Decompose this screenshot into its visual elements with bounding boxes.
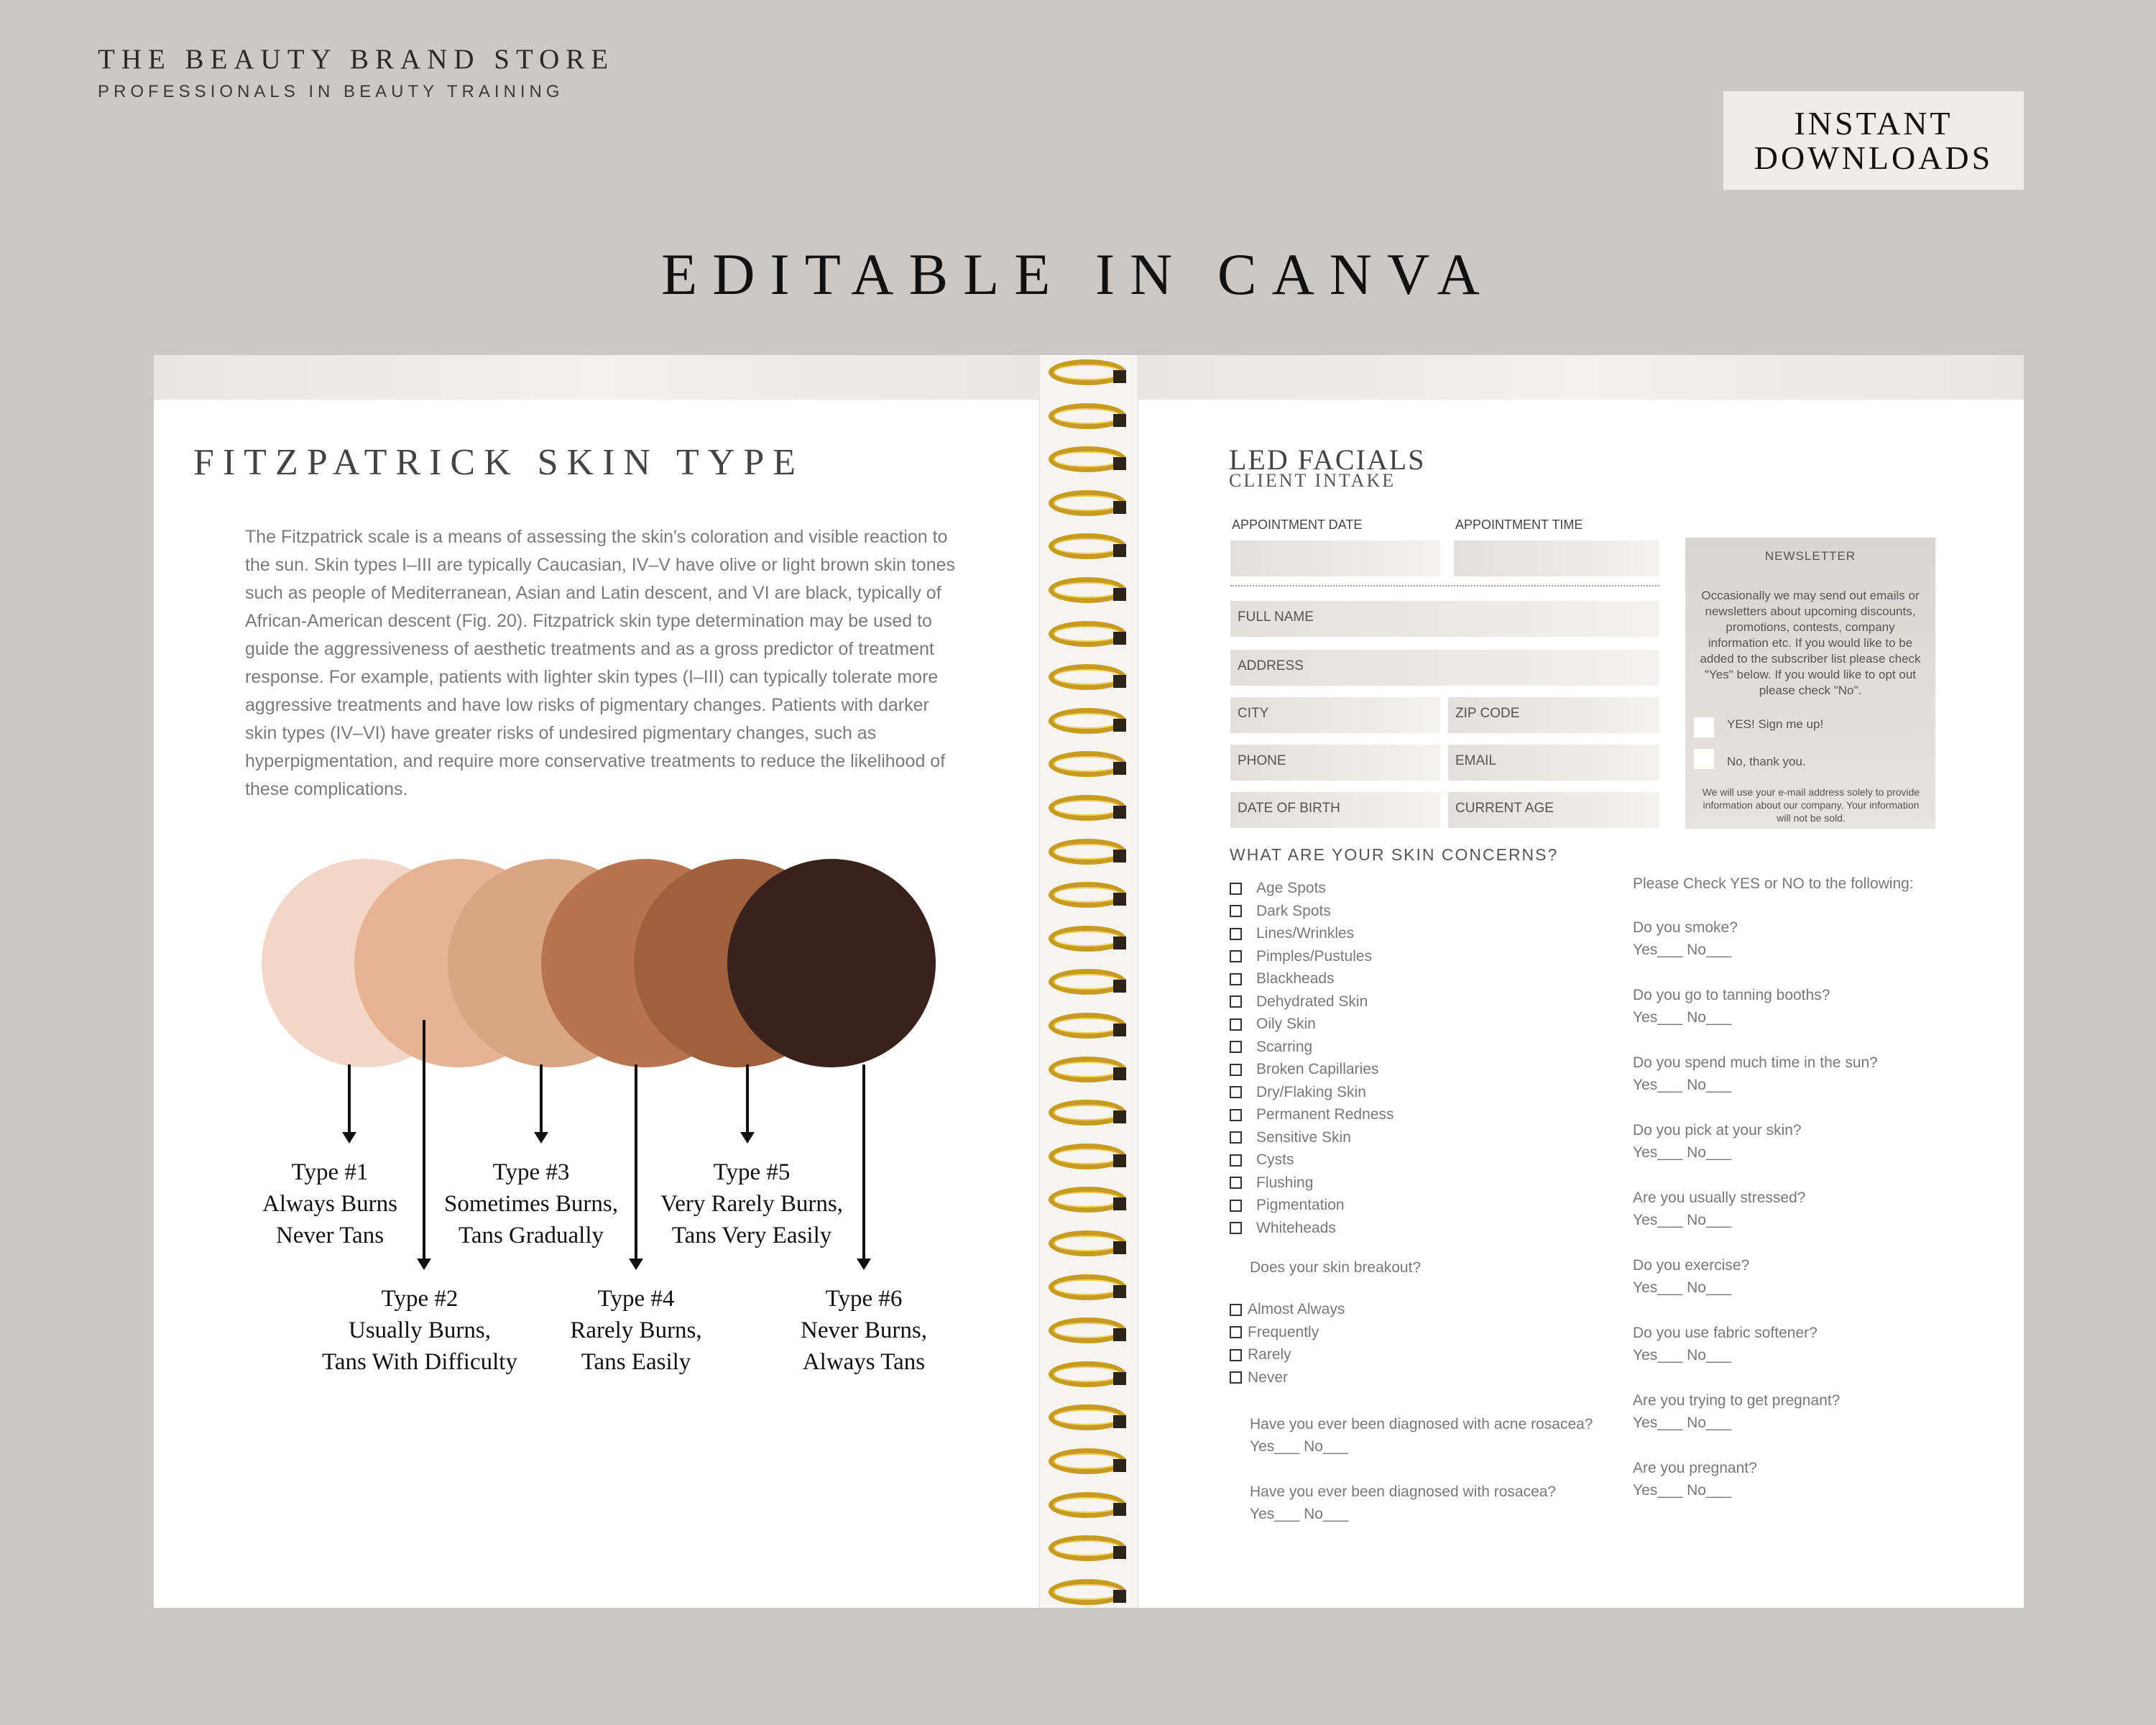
type-1-name: Type #1 [291, 1159, 369, 1185]
newsletter-title: NEWSLETTER [1764, 549, 1856, 563]
spiral-ring [1049, 1317, 1126, 1343]
yes-no-answer[interactable]: Yes___ No___ [1633, 1279, 1732, 1296]
spiral-ring [1049, 1448, 1126, 1474]
checkbox[interactable] [1230, 928, 1242, 940]
newsletter-no-label: No, thank you. [1727, 755, 1806, 768]
diagnosis-question-2 [1250, 1481, 1556, 1525]
spiral-ring [1049, 403, 1126, 429]
type-label-5 [637, 1156, 867, 1251]
type-3-line-1: Sometimes Burns, [443, 1191, 618, 1217]
type-6-line-2: Always Tans [802, 1349, 926, 1375]
headline: EDITABLE IN CANVA [661, 242, 1495, 307]
yes-no-answer[interactable]: Yes___ No___ [1633, 1009, 1732, 1026]
checkbox[interactable] [1230, 905, 1242, 917]
skin-concern-label: Whiteheads [1256, 1219, 1336, 1236]
checkbox[interactable] [1230, 1222, 1242, 1234]
breakout-option-label: Never [1248, 1368, 1289, 1386]
checkbox[interactable] [1230, 1018, 1242, 1031]
spiral-ring [1049, 1057, 1126, 1082]
skin-concern-item[interactable] [1230, 970, 1335, 988]
skin-concern-label: Pigmentation [1256, 1197, 1345, 1213]
type-label-6 [749, 1283, 979, 1378]
fitzpatrick-title: FITZPATRICK SKIN TYPE [193, 442, 805, 483]
checkbox[interactable] [1230, 973, 1242, 985]
diagnosis-question-1-text: Have you ever been diagnosed with acne rosacea? [1250, 1416, 1593, 1432]
type-1-line-2: Never Tans [275, 1223, 384, 1248]
type-1-line-1: Always Burns [262, 1191, 397, 1217]
left-page [154, 355, 1039, 1608]
divider-rule [1230, 585, 1659, 586]
badge-line-2: DOWNLOADS [1754, 139, 1994, 176]
spiral-ring [1049, 533, 1126, 559]
type-2-line-1: Usually Burns, [349, 1317, 491, 1343]
type-2-name: Type #2 [381, 1286, 459, 1312]
skin-concern-label: Lines/Wrinkles [1256, 925, 1355, 942]
breakout-option[interactable] [1230, 1301, 1345, 1318]
skin-concern-label: Dehydrated Skin [1256, 993, 1368, 1010]
spiral-ring [1049, 882, 1126, 908]
breakout-option[interactable] [1230, 1369, 1288, 1386]
yes-no-question-text: Do you use fabric softener? [1633, 1325, 1818, 1341]
form-subtitle: CLIENT INTAKE [1229, 470, 1396, 491]
yes-no-answer[interactable]: Yes___ No___ [1633, 942, 1732, 958]
spiral-ring [1049, 1144, 1126, 1169]
spiral-ring [1049, 1274, 1126, 1300]
skin-concern-item[interactable] [1230, 1174, 1313, 1192]
checkbox[interactable] [1230, 1371, 1242, 1384]
spiral-ring [1049, 751, 1126, 777]
spiral-ring [1049, 1230, 1126, 1256]
type-6-line-1: Never Burns, [801, 1317, 927, 1343]
appointment-time-label: APPOINTMENT TIME [1455, 518, 1583, 532]
checkbox[interactable] [1230, 1326, 1242, 1338]
type-4-line-2: Tans Easily [581, 1349, 691, 1375]
email-field[interactable]: EMAIL [1448, 745, 1659, 781]
skin-concern-item[interactable] [1230, 1151, 1294, 1169]
yes-no-question-text: Do you smoke? [1633, 919, 1738, 936]
skin-swatch-type-6 [727, 859, 936, 1067]
breakout-option[interactable] [1230, 1324, 1319, 1341]
type-5-line-2: Tans Very Easily [671, 1223, 832, 1248]
type-label-3 [416, 1156, 646, 1251]
skin-concern-item[interactable] [1230, 1061, 1378, 1078]
breakout-option-label: Frequently [1248, 1323, 1319, 1340]
brand-tagline: PROFESSIONALS IN BEAUTY TRAINING [98, 82, 564, 101]
page-top-strip [1138, 355, 2024, 400]
spiral-ring [1049, 577, 1126, 603]
appointment-date-field[interactable] [1230, 540, 1440, 576]
breakout-option-label: Rarely [1248, 1346, 1291, 1363]
checkbox[interactable] [1230, 1041, 1242, 1053]
yes-no-question-text: Do you exercise? [1633, 1257, 1750, 1274]
newsletter-yes-checkbox[interactable] [1694, 717, 1714, 737]
type-4-name: Type #4 [597, 1286, 675, 1312]
skin-concerns-heading: WHAT ARE YOUR SKIN CONCERNS? [1230, 845, 1559, 864]
yes-no-question [1633, 916, 1738, 961]
instant-downloads-badge [1723, 91, 2024, 190]
checkbox[interactable] [1230, 1349, 1242, 1361]
skin-concern-item[interactable] [1230, 1039, 1312, 1056]
newsletter-body: Occasionally we may send out emails or newsletters about upcoming discounts, promotions, contests, company information etc. If you would like to be added to the subscriber list please check "Yes" below. If you would like to opt out please check "No". [1700, 589, 1921, 697]
skin-concern-item[interactable] [1230, 1084, 1366, 1101]
form-title: LED FACIALS [1229, 443, 1426, 476]
type-label-2 [305, 1283, 535, 1378]
yes-no-question [1633, 1119, 1802, 1164]
spiral-ring [1049, 839, 1126, 865]
yes-no-question [1633, 1254, 1749, 1299]
newsletter-no-checkbox[interactable] [1694, 749, 1714, 769]
spiral-ring [1049, 446, 1126, 472]
yes-no-question-text: Are you trying to get pregnant? [1633, 1392, 1841, 1409]
spiral-ring [1049, 1361, 1126, 1387]
yes-no-question-text: Do you go to tanning booths? [1633, 987, 1830, 1003]
checkbox[interactable] [1230, 1154, 1242, 1167]
spiral-ring [1049, 1579, 1126, 1605]
skin-concern-item[interactable] [1230, 993, 1368, 1011]
skin-concern-item[interactable] [1230, 903, 1331, 920]
breakout-option[interactable] [1230, 1346, 1291, 1363]
type-label-1 [215, 1156, 445, 1251]
badge-line-1: INSTANT [1794, 104, 1953, 142]
brand-title: THE BEAUTY BRAND STORE [98, 44, 615, 75]
spiral-ring [1049, 1492, 1126, 1518]
spiral-ring [1049, 1013, 1126, 1039]
type-5-line-1: Very Rarely Burns, [660, 1191, 843, 1217]
skin-concern-label: Flushing [1256, 1174, 1314, 1191]
diagnosis-answer-1[interactable]: Yes___ No___ [1250, 1438, 1349, 1455]
checkbox[interactable] [1230, 1109, 1242, 1121]
breakout-question: Does your skin breakout? [1250, 1259, 1422, 1276]
arrow-type-3 [540, 1064, 543, 1141]
newsletter-yes-label: YES! Sign me up! [1727, 717, 1824, 731]
spiral-ring [1049, 621, 1126, 647]
skin-concern-label: Dark Spots [1256, 902, 1331, 919]
skin-concern-label: Blackheads [1256, 970, 1335, 987]
type-3-name: Type #3 [492, 1159, 570, 1185]
checkbox[interactable] [1230, 1200, 1242, 1212]
spiral-ring [1049, 359, 1126, 385]
checkbox[interactable] [1230, 950, 1242, 962]
type-label-4 [521, 1283, 751, 1378]
checkbox[interactable] [1230, 1131, 1242, 1144]
diagnosis-answer-2[interactable]: Yes___ No___ [1250, 1506, 1349, 1522]
city-field[interactable]: CITY [1230, 697, 1440, 733]
diagnosis-question-2-text: Have you ever been diagnosed with rosacea? [1250, 1484, 1557, 1500]
full-name-field[interactable]: FULL NAME [1230, 601, 1659, 637]
yes-no-question [1633, 1389, 1840, 1434]
spiral-ring [1049, 795, 1126, 821]
skin-concern-item[interactable] [1230, 1129, 1351, 1146]
skin-concern-item[interactable] [1230, 925, 1354, 942]
skin-concern-label: Cysts [1256, 1151, 1294, 1168]
type-3-line-2: Tans Gradually [458, 1223, 604, 1248]
skin-concern-item[interactable] [1230, 1220, 1336, 1237]
spiral-ring [1049, 664, 1126, 690]
skin-concern-label: Sensitive Skin [1256, 1128, 1351, 1146]
checkbox[interactable] [1230, 1177, 1242, 1189]
yes-no-question [1633, 984, 1830, 1029]
yes-no-answer[interactable]: Yes___ No___ [1633, 1077, 1732, 1093]
yes-no-answer[interactable]: Yes___ No___ [1633, 1347, 1732, 1363]
yes-no-question-text: Are you usually stressed? [1633, 1190, 1806, 1206]
skin-concern-item[interactable] [1230, 1197, 1345, 1214]
arrow-type-1 [348, 1064, 351, 1141]
checkbox[interactable] [1230, 1304, 1242, 1316]
yes-no-question-text: Do you pick at your skin? [1633, 1122, 1802, 1138]
newsletter-box [1685, 538, 1935, 829]
spiral-ring [1049, 926, 1126, 952]
yes-no-question [1633, 1457, 1757, 1501]
spiral-ring [1049, 1535, 1126, 1561]
right-page [1138, 355, 2024, 1608]
skin-concern-label: Permanent Redness [1256, 1106, 1394, 1123]
address-field[interactable]: ADDRESS [1230, 650, 1659, 686]
spiral-ring [1049, 490, 1126, 516]
zip-code-field[interactable]: ZIP CODE [1448, 697, 1659, 733]
yes-no-question [1633, 1052, 1878, 1096]
spiral-ring [1049, 1100, 1126, 1126]
spiral-ring [1049, 708, 1126, 734]
yes-no-question [1633, 1187, 1805, 1231]
yes-no-answer[interactable]: Yes___ No___ [1633, 1414, 1732, 1431]
phone-field[interactable]: PHONE [1230, 745, 1440, 781]
skin-concern-item[interactable] [1230, 1016, 1316, 1033]
skin-concern-item[interactable] [1230, 948, 1372, 965]
skin-concern-label: Dry/Flaking Skin [1256, 1083, 1366, 1100]
appointment-time-field[interactable] [1454, 540, 1659, 576]
type-2-line-2: Tans With Difficulty [322, 1349, 517, 1375]
yes-no-heading: Please Check YES or NO to the following: [1633, 875, 1914, 892]
yes-no-question-text: Do you spend much time in the sun? [1633, 1054, 1878, 1071]
skin-concern-label: Pimples/Pustules [1256, 947, 1373, 965]
type-4-line-1: Rarely Burns, [570, 1317, 702, 1343]
yes-no-question [1633, 1322, 1818, 1366]
checkbox[interactable] [1230, 995, 1242, 1008]
type-5-name: Type #5 [713, 1159, 791, 1185]
breakout-option-label: Almost Always [1248, 1301, 1345, 1317]
skin-concern-item[interactable] [1230, 1106, 1393, 1123]
current-age-field[interactable]: CURRENT AGE [1448, 792, 1659, 828]
skin-concern-label: Scarring [1256, 1038, 1313, 1055]
skin-concern-label: Oily Skin [1256, 1016, 1316, 1032]
newsletter-footer: We will use your e-mail address solely to provide information about our company. Your information will not be sold. [1702, 786, 1920, 824]
spiral-ring [1049, 969, 1126, 995]
yes-no-answer[interactable]: Yes___ No___ [1633, 1144, 1732, 1161]
skin-concern-label: Broken Capillaries [1256, 1061, 1379, 1077]
arrow-type-5 [746, 1064, 749, 1141]
date-of-birth-field[interactable]: DATE OF BIRTH [1230, 792, 1440, 828]
diagnosis-question-1 [1250, 1413, 1593, 1458]
spiral-binding [1039, 355, 1138, 1608]
skin-concern-item[interactable] [1230, 880, 1326, 897]
spiral-ring [1049, 1187, 1126, 1213]
yes-no-answer[interactable]: Yes___ No___ [1633, 1212, 1732, 1228]
spiral-ring [1049, 1404, 1126, 1430]
checkbox[interactable] [1230, 1064, 1242, 1076]
type-6-name: Type #6 [825, 1286, 903, 1312]
checkbox[interactable] [1230, 1086, 1242, 1098]
yes-no-answer[interactable]: Yes___ No___ [1633, 1482, 1732, 1499]
page-top-strip [154, 355, 1039, 400]
checkbox[interactable] [1230, 883, 1242, 895]
appointment-date-label: APPOINTMENT DATE [1232, 518, 1363, 532]
skin-concern-label: Age Spots [1256, 880, 1326, 896]
yes-no-question-text: Are you pregnant? [1633, 1460, 1757, 1476]
fitzpatrick-body: The Fitzpatrick scale is a means of assessing the skin's coloration and visible reaction to the sun. Skin types I–III are typically Caucasian, IV–V have olive or light brown skin tones such as people of Mediterranean, Asian and Latin descent, and VI are black, typically of African-American descent (Fig. 20). Fitzpatrick skin type determination may be used to guide the aggressiveness of aesthetic treatments and as a gross predictor of treatment response. For example, patients with lighter skin types (I–III) can typically tolerate more aggressive treatments and have low risks of pigmentary changes. Patients with darker skin types (IV–VI) have greater risks of undesired pigmentary changes, such as hyperpigmentation, and require more conservative treatments to reduce the likelihood of these complications. [245, 527, 956, 799]
